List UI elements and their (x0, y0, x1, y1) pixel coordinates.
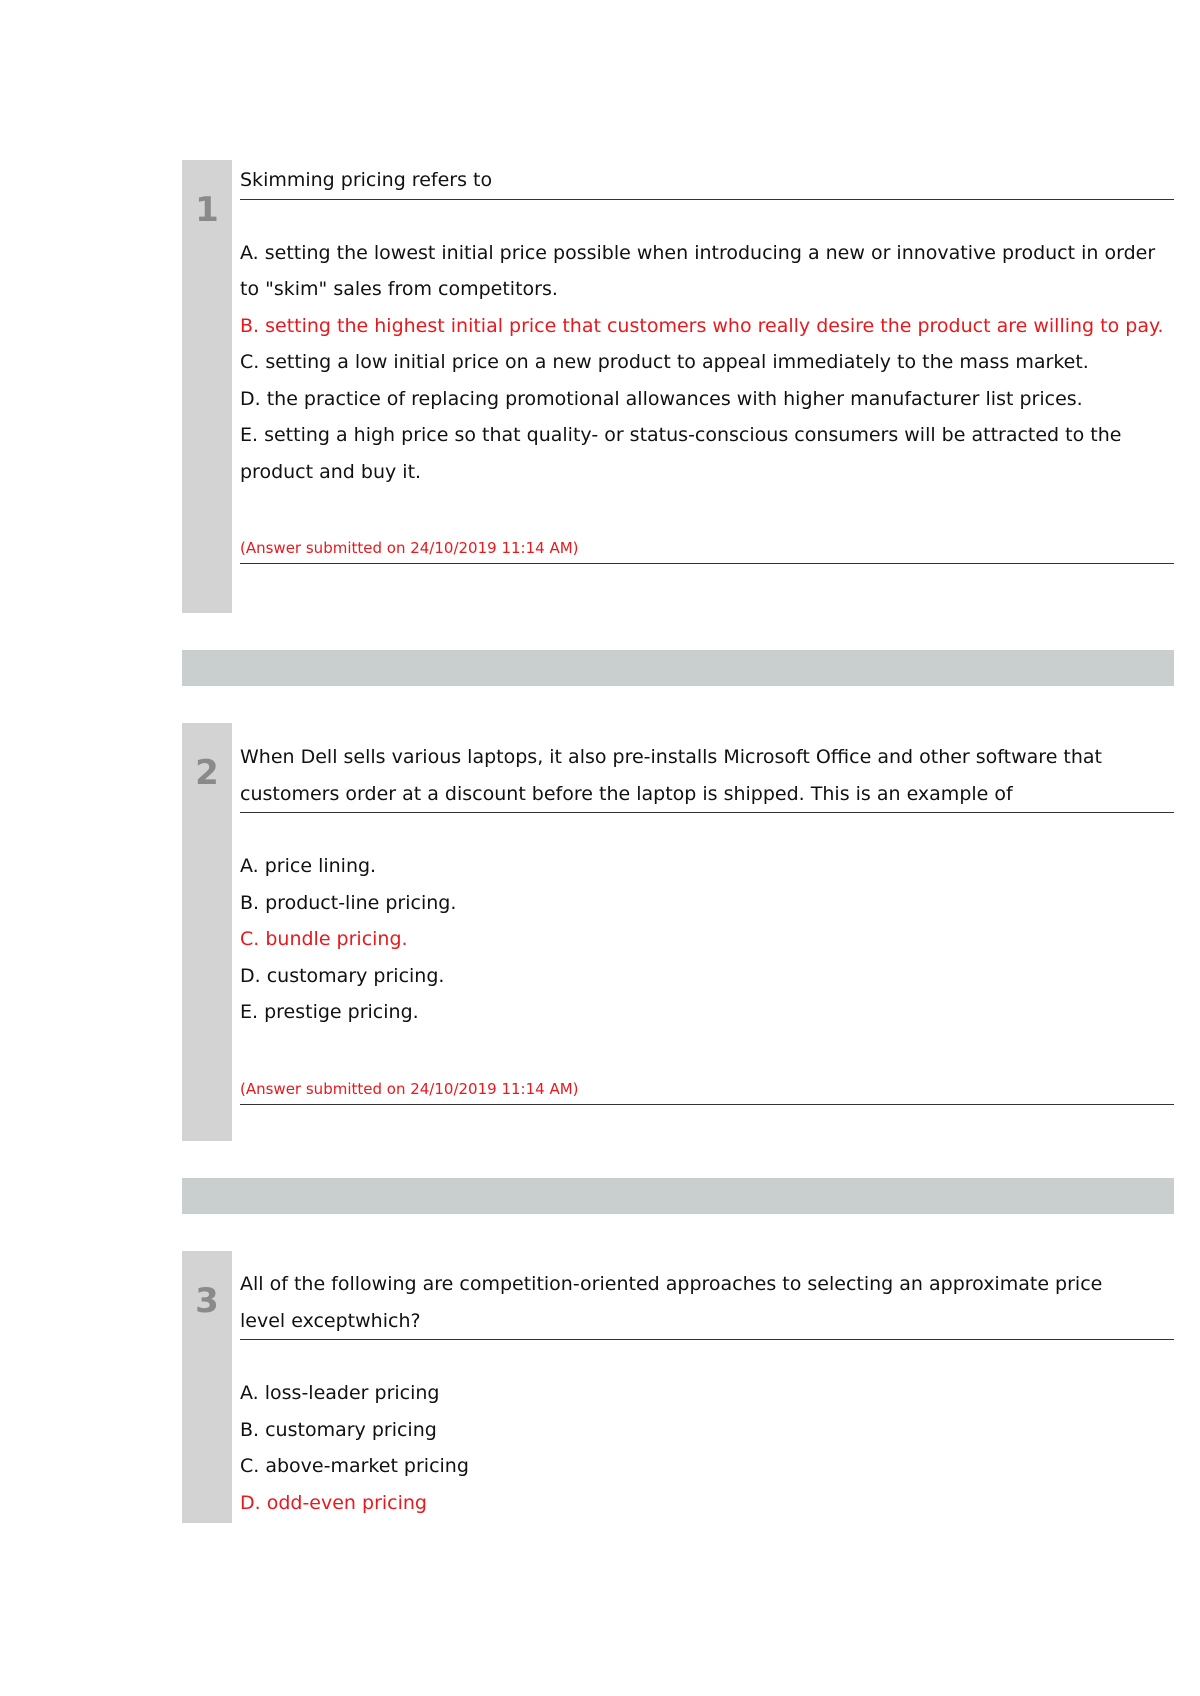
answer-submitted-note: (Answer submitted on 24/10/2019 11:14 AM) (240, 533, 1174, 564)
option-c: C. setting a low initial price on a new product to appeal immediately to the mass market. (240, 351, 1089, 373)
question-2 (182, 723, 1174, 1141)
option-b: B. customary pricing (240, 1418, 437, 1441)
option-a: A. setting the lowest initial price possible when introducing a new or innovative product in order to "skim" sales from competitors. (240, 241, 1156, 300)
question-number: 1 (195, 190, 219, 230)
option-c: C. above-market pricing (240, 1455, 469, 1477)
question-stem (240, 1266, 1174, 1340)
section-divider-bar (182, 1178, 1174, 1214)
option-e: E. setting a high price so that quality- or status-conscious consumers will be attracted to the product and buy it. (240, 424, 1122, 483)
answer-options (240, 848, 1174, 1031)
option-a: A. loss-leader pricing (240, 1382, 440, 1404)
section-divider-bar (182, 650, 1174, 686)
question-stem: When Dell sells various laptops, it also pre-installs Microsoft Office and other software that customers order at a discount before the laptop is shipped. This is an example of (240, 739, 1174, 813)
question-3 (182, 1251, 1174, 1523)
question-content (240, 739, 1174, 1105)
option-e: E. prestige pricing. (240, 1001, 419, 1023)
option-c-correct: C. bundle pricing. (240, 928, 408, 950)
option-d-correct: D. odd-even pricing (240, 1491, 427, 1514)
question-number: 3 (195, 1281, 219, 1321)
answer-options (240, 235, 1174, 491)
option-b: B. product-line pricing. (240, 891, 457, 914)
question-1 (182, 160, 1174, 613)
answer-submitted-note: (Answer submitted on 24/10/2019 11:14 AM) (240, 1074, 1174, 1105)
question-number: 2 (195, 753, 219, 793)
option-d: D. customary pricing. (240, 964, 445, 987)
question-content (240, 162, 1174, 564)
answer-options (240, 1375, 1174, 1521)
option-a: A. price lining. (240, 855, 377, 877)
option-d: D. the practice of replacing promotional allowances with higher manufacturer list prices. (240, 387, 1083, 410)
question-stem: Skimming pricing refers to (240, 162, 1174, 200)
question-stem-line: level exceptwhich? (240, 1309, 421, 1332)
option-b-correct: B. setting the highest initial price that customers who really desire the product are willing to pay. (240, 314, 1164, 337)
question-content (240, 1266, 1174, 1521)
question-stem-line: All of the following are competition-oriented approaches to selecting an approximate price (240, 1273, 1103, 1295)
